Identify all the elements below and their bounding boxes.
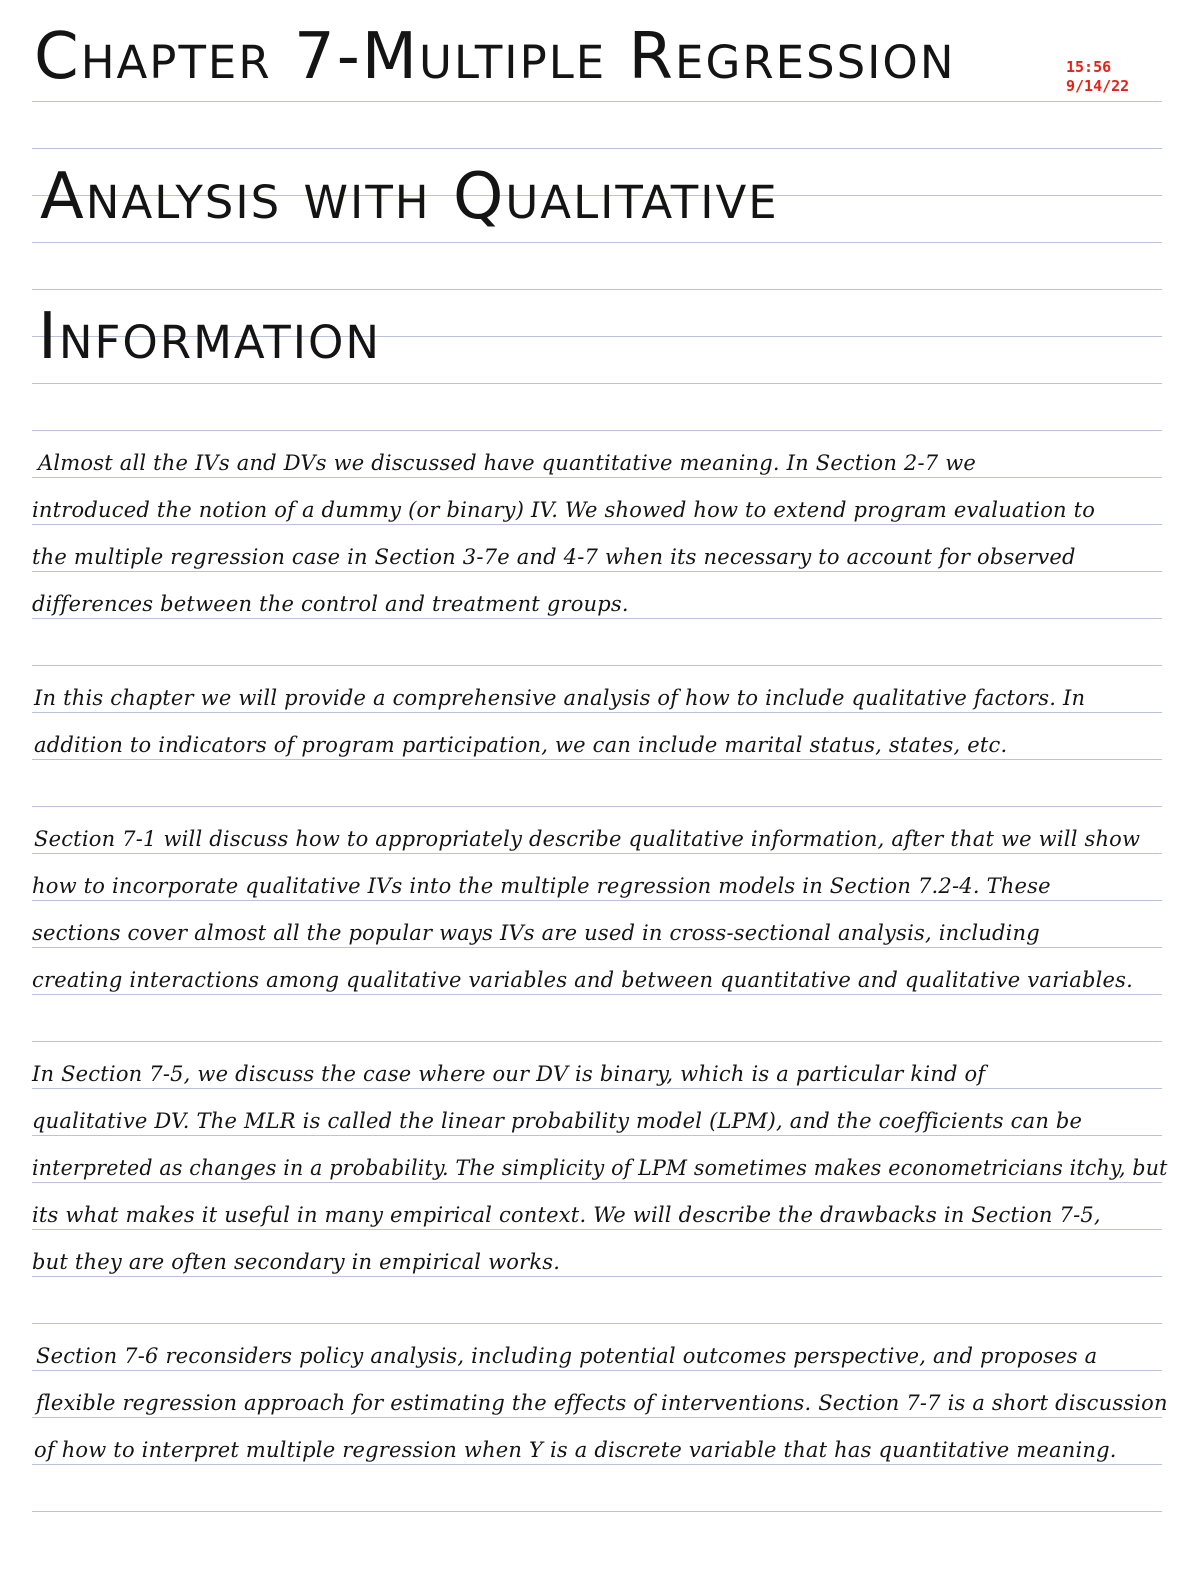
text-line: flexible regression approach for estimating the effects of interventions. Section 7-7 is a short discussion: [36, 1391, 1168, 1415]
ruled-line: [32, 1135, 1162, 1136]
text-line: but they are often secondary in empirical works.: [32, 1250, 561, 1274]
text-line: the multiple regression case in Section 3-7e and 4-7 when its necessary to account for observed: [32, 545, 1076, 569]
ruled-line: [32, 712, 1162, 713]
text-line: addition to indicators of program participation, we can include marital status, states, etc.: [34, 733, 1008, 757]
text-line: In this chapter we will provide a comprehensive analysis of how to include qualitative factors. In: [34, 686, 1086, 710]
chapter-title-line-1: Chapter 7-Multiple Regression: [34, 20, 956, 94]
ruled-line: [32, 148, 1162, 149]
ruled-line: [32, 665, 1162, 666]
text-line: interpreted as changes in a probability. The simplicity of LPM sometimes makes econometricians itchy, but: [32, 1156, 1168, 1180]
ruled-line: [32, 853, 1162, 854]
text-line: introduced the notion of a dummy (or binary) IV. We showed how to extend program evaluation to: [32, 498, 1096, 522]
ruled-line: [32, 289, 1162, 290]
ruled-line: [32, 383, 1162, 384]
text-line: qualitative DV. The MLR is called the linear probability model (LPM), and the coefficients can be: [32, 1109, 1083, 1133]
ruled-line: [32, 1182, 1162, 1183]
text-line: Section 7-6 reconsiders policy analysis, including potential outcomes perspective, and proposes a: [36, 1344, 1098, 1368]
text-line: its what makes it useful in many empirical context. We will describe the drawbacks in Section 7-5,: [32, 1203, 1101, 1227]
text-line: differences between the control and treatment groups.: [32, 592, 629, 616]
ruled-line: [32, 1323, 1162, 1324]
ruled-line: [32, 1464, 1162, 1465]
timestamp-note: [1066, 58, 1129, 96]
text-line: In Section 7-5, we discuss the case where our DV is binary, which is a particular kind of: [32, 1062, 986, 1086]
ruled-line: [32, 242, 1162, 243]
ruled-line: [32, 947, 1162, 948]
ruled-line: [32, 1088, 1162, 1089]
timestamp-date: 9/14/22: [1066, 77, 1130, 95]
text-line: sections cover almost all the popular ways IVs are used in cross-sectional analysis, including: [32, 921, 1040, 945]
chapter-title-line-3: Information: [38, 300, 382, 374]
ruled-line: [32, 994, 1162, 995]
timestamp-time: 15:56: [1066, 58, 1112, 76]
ruled-line: [32, 1041, 1162, 1042]
text-line: Section 7-1 will discuss how to appropriately describe qualitative information, after that we will show: [34, 827, 1141, 851]
ruled-line: [32, 759, 1162, 760]
ruled-line: [32, 1370, 1162, 1371]
ruled-line: [32, 477, 1162, 478]
ruled-line: [32, 806, 1162, 807]
chapter-title-line-2: Analysis with Qualitative: [40, 160, 779, 234]
text-line: of how to interpret multiple regression when Y is a discrete variable that has quantitative meaning.: [34, 1438, 1117, 1462]
ruled-line: [32, 571, 1162, 572]
text-line: creating interactions among qualitative variables and between quantitative and qualitative variables.: [32, 968, 1133, 992]
ruled-line: [32, 618, 1162, 619]
ruled-line: [32, 430, 1162, 431]
text-line: Almost all the IVs and DVs we discussed have quantitative meaning. In Section 2-7 we: [38, 451, 977, 475]
ruled-line: [32, 1276, 1162, 1277]
ruled-line: [32, 1511, 1162, 1512]
text-line: how to incorporate qualitative IVs into the multiple regression models in Section 7.2-4. These: [32, 874, 1051, 898]
ruled-line: [32, 900, 1162, 901]
ruled-line: [32, 1417, 1162, 1418]
ruled-line: [32, 101, 1162, 102]
ruled-line: [32, 524, 1162, 525]
ruled-line: [32, 1229, 1162, 1230]
